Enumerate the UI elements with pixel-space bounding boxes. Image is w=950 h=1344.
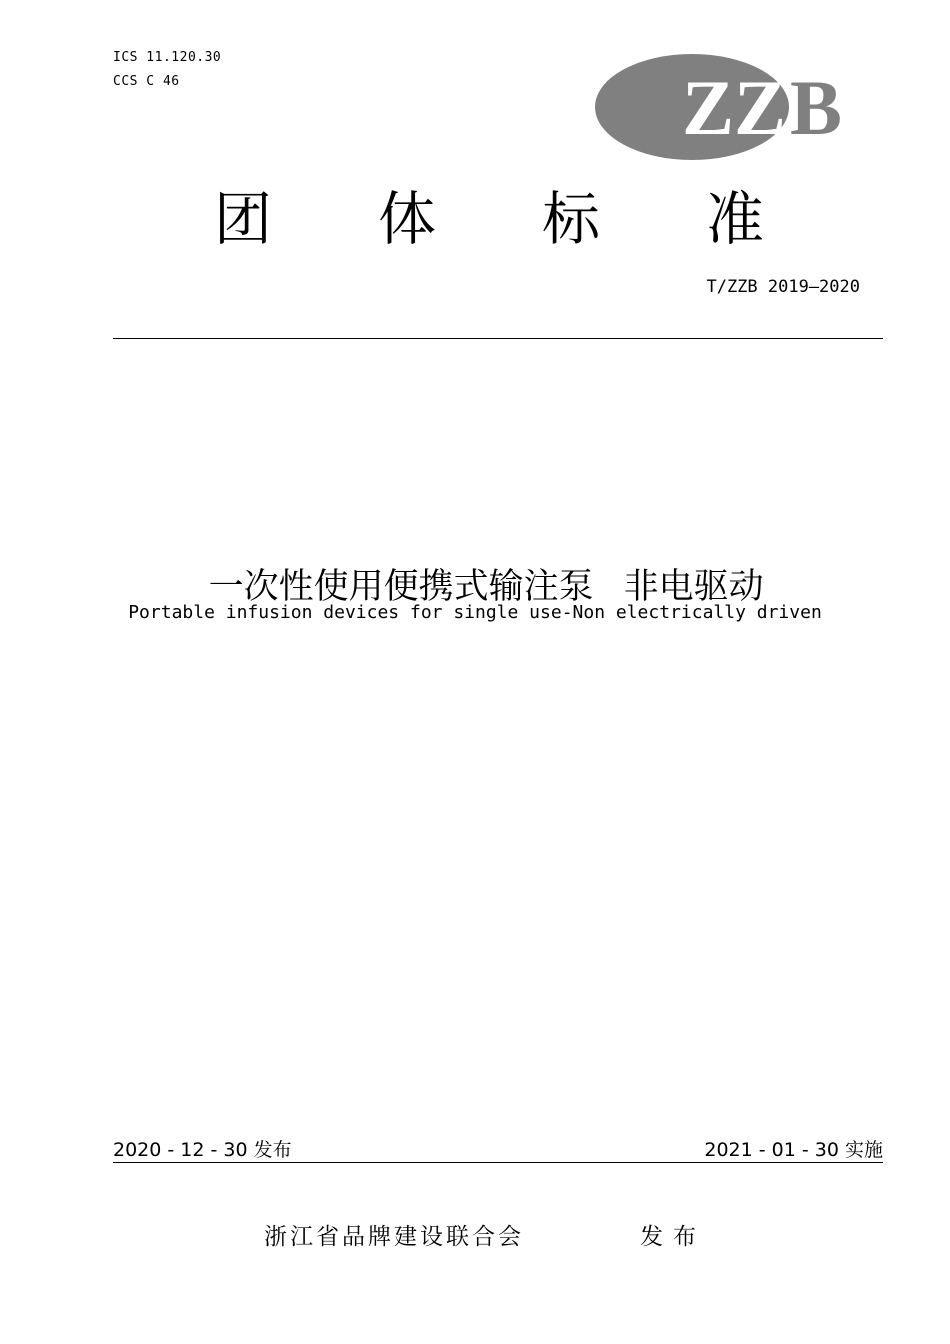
logo-letters-on-ellipse: ZZ [682, 64, 787, 151]
standard-number: T/ZZB 2019—2020 [706, 277, 860, 297]
document-title-cn [0, 515, 950, 611]
zzb-logo-graphic [594, 52, 856, 162]
top-divider [113, 338, 883, 339]
ics-code: ICS 11.120.30 [113, 50, 222, 65]
document-title-en: Portable infusion devices for single use-Non electrically driven [128, 602, 822, 623]
publish-action: 发布 [640, 1224, 706, 1250]
ccs-code: CCS C 46 [113, 74, 180, 89]
publish-date: 2020 - 12 - 30 发布 [113, 1139, 292, 1161]
standard-category-char: 标 [541, 185, 600, 253]
standard-category-char: 团 [213, 185, 272, 253]
publisher-name: 浙江省品牌建设联合会 [264, 1224, 524, 1250]
standard-category-char: 准 [705, 185, 764, 253]
bottom-divider [113, 1162, 883, 1163]
title-cn-part2: 非电驱动 [623, 567, 764, 607]
implementation-date: 2021 - 01 - 30 实施 [704, 1139, 883, 1161]
zzb-logo [594, 52, 856, 162]
title-cn-part1: 一次性使用便携式输注泵 [208, 567, 594, 607]
logo-letter-b: B [790, 64, 843, 151]
standard-category-char: 体 [377, 185, 436, 253]
